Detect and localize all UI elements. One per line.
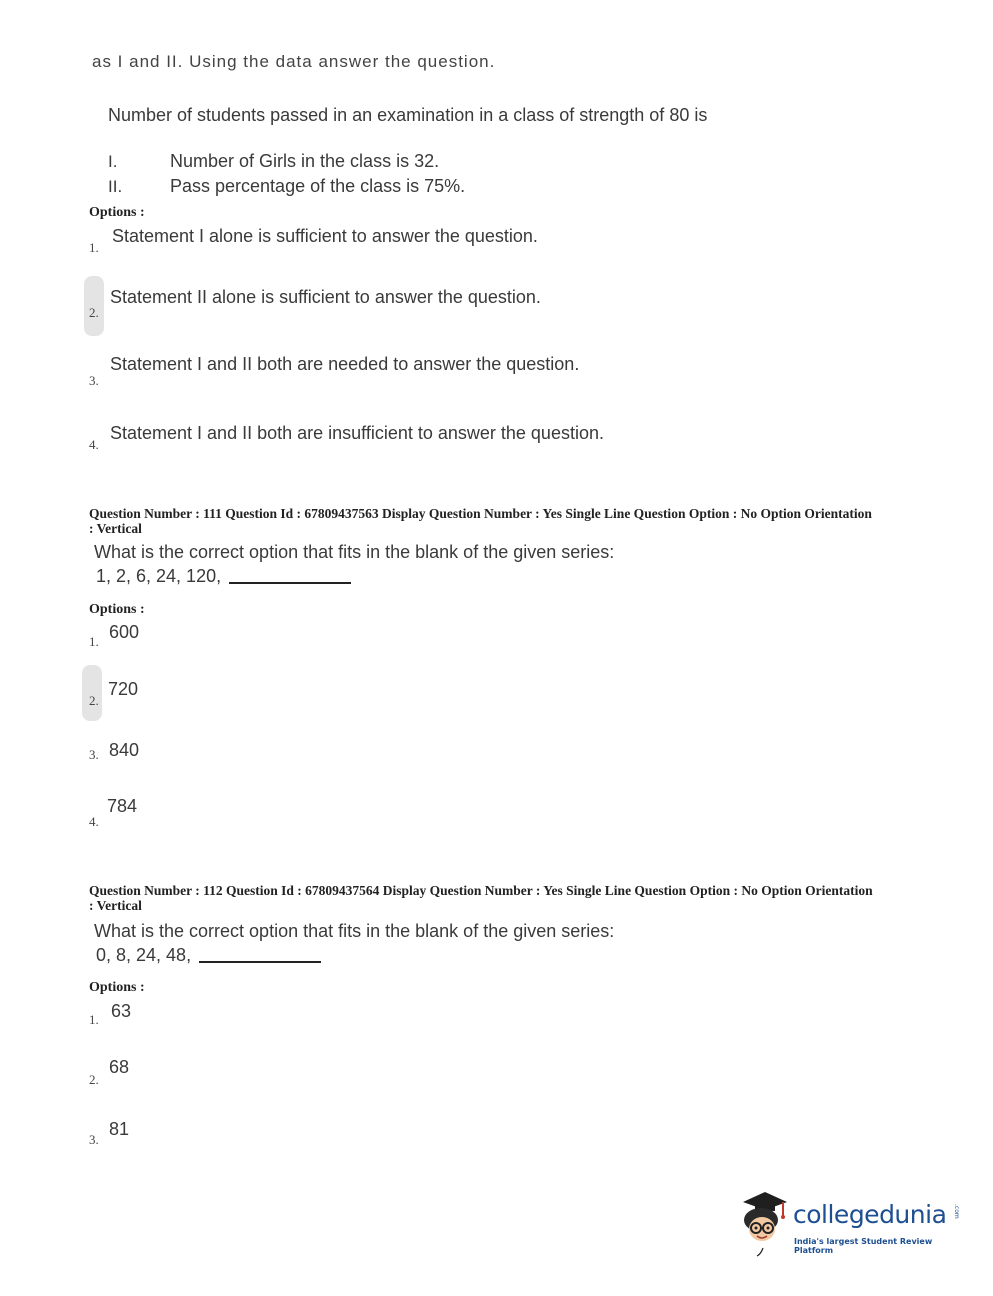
statement-2-number: II. — [108, 177, 123, 196]
q112-option-3-number: 3. — [89, 1132, 99, 1147]
q111-series-text: 1, 2, 6, 24, 120, — [96, 566, 222, 586]
q112-option-1-text[interactable]: 63 — [111, 1001, 132, 1021]
q112-option-2-text[interactable]: 68 — [109, 1057, 130, 1077]
q111-option-4-number: 4. — [89, 814, 99, 829]
q111-meta: Question Number : 111 Question Id : 67809437563 Display Question Number : Yes Single Line Question Option : No Option Orientation : Vertical — [89, 506, 872, 536]
collegedunia-logo — [735, 1188, 965, 1260]
q112-option-1-number: 1. — [89, 1012, 99, 1027]
q110-options-label: Options : — [89, 205, 145, 220]
q110-option-3-number: 3. — [89, 373, 99, 388]
logo-tagline: India's largest Student Review Platform — [794, 1237, 933, 1255]
q112-series-text: 0, 8, 24, 48, — [96, 945, 192, 965]
q112-options-label: Options : — [89, 980, 145, 995]
q111-series — [96, 566, 351, 587]
q111-option-1-number: 1. — [89, 634, 99, 649]
q111-option-3-text[interactable]: 840 — [109, 740, 140, 760]
cut-off-text-line: as I and II. Using the data answer the question. — [92, 52, 496, 71]
q110-option-2-text[interactable]: Statement II alone is sufficient to answer the question. — [110, 287, 541, 307]
q111-options-label: Options : — [89, 602, 145, 617]
q111-option-3-number: 3. — [89, 747, 99, 762]
statement-1-number: I. — [108, 152, 118, 171]
q112-question-text: What is the correct option that fits in the blank of the given series: — [94, 921, 615, 941]
logo-wordmark: collegedunia — [793, 1200, 947, 1229]
logo-domain-suffix: .com — [953, 1204, 960, 1219]
q110-option-1-number: 1. — [89, 240, 99, 255]
q112-meta: Question Number : 112 Question Id : 67809437564 Display Question Number : Yes Single Line Question Option : No Option Orientation : Vertical — [89, 883, 873, 913]
q112-option-2-number: 2. — [89, 1072, 99, 1087]
q110-option-4-number: 4. — [89, 437, 99, 452]
q111-blank-line — [229, 582, 351, 584]
statement-2-text: Pass percentage of the class is 75%. — [170, 176, 466, 196]
q110-option-2-number: 2. — [89, 305, 99, 320]
q111-option-2-text[interactable]: 720 — [108, 679, 139, 699]
student-mascot-icon — [735, 1188, 795, 1260]
q110-option-3-text[interactable]: Statement I and II both are needed to answer the question. — [110, 354, 580, 374]
q110-option-4-text[interactable]: Statement I and II both are insufficient to answer the question. — [110, 423, 604, 443]
q112-blank-line — [199, 961, 321, 963]
question-110-text: Number of students passed in an examination in a class of strength of 80 is — [108, 105, 708, 125]
q111-option-2-number: 2. — [89, 693, 99, 708]
q111-question-text: What is the correct option that fits in the blank of the given series: — [94, 542, 615, 562]
q112-option-3-text[interactable]: 81 — [109, 1119, 130, 1139]
q112-series — [96, 945, 321, 966]
q111-option-1-text[interactable]: 600 — [109, 622, 140, 642]
q111-option-4-text[interactable]: 784 — [107, 796, 138, 816]
q110-option-1-text[interactable]: Statement I alone is sufficient to answer the question. — [112, 226, 538, 246]
statement-1-text: Number of Girls in the class is 32. — [170, 151, 440, 171]
